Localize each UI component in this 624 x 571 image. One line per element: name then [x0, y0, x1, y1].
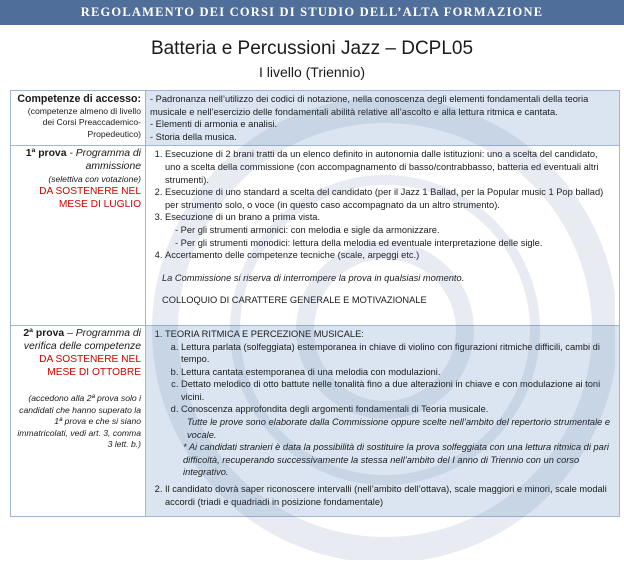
prova2-deadline: DA SOSTENERE NEL MESE DI OTTOBRE: [39, 354, 141, 379]
prova2-foreign-note: * Ai candidati stranieri è data la possibilità di sostituire la prova solfeggiata con una lettura ritmica di pari difficoltà, recuperando successivamente la stessa nell’ambito del I anno di Triennio con un corso integrativo.: [183, 442, 609, 478]
prova2-list: [150, 328, 615, 508]
list-item: 4. Accertamento delle competenze tecniche (scale, arpeggi etc.): [165, 249, 615, 262]
list-item: [165, 328, 615, 479]
access-label-cell: [11, 91, 146, 146]
prova1-note: La Commissione si riserva di interrompere la prova in qualsiasi momento.: [162, 272, 465, 283]
document-banner: REGOLAMENTO DEI CORSI DI STUDIO DELL’ALTA FORMAZIONE: [0, 0, 624, 25]
prova1-row: [11, 146, 620, 326]
sub-item: b. Lettura cantata estemporanea di una melodia con modulazioni.: [181, 366, 615, 379]
requirements-table: [10, 90, 620, 517]
prova2-sublist: [165, 341, 615, 417]
list-item-text: Esecuzione di un brano a prima vista.: [165, 212, 321, 223]
prova1-number: 1ª prova: [25, 148, 67, 160]
access-content-cell: [146, 91, 620, 146]
prova2-number: 2ª prova: [23, 327, 65, 339]
prova2-name: – Programma di verifica delle competenze: [23, 327, 141, 352]
access-item: - Storia della musica.: [150, 131, 237, 142]
prova2-content-cell: [146, 325, 620, 516]
sub-item: a. Lettura parlata (solfeggiata) estemporanea in chiave di violino con figurazioni ritmiche difficili, cambi di tempo.: [181, 341, 615, 366]
list-item: 2. Esecuzione di uno standard a scelta del candidato (per il Jazz 1 Ballad, per la Popular music 1 Pop ballad) per strumento solo, o voce (in questo caso accompagnato da un altro strumento).: [165, 186, 615, 211]
prova2-label-cell: [11, 325, 146, 516]
prova1-sublabel: (selettiva con votazione): [48, 173, 141, 184]
access-row: [11, 91, 620, 146]
sub-item: - Per gli strumenti armonici: con melodia e sigle da armonizzare.: [175, 224, 440, 235]
prova1-list: [150, 148, 615, 261]
prova1-name: - Programma di ammissione: [66, 148, 141, 172]
prova2-row: [11, 325, 620, 516]
prova1-content-cell: [146, 146, 620, 326]
prova1-label: [15, 148, 141, 173]
sub-item: d. Conoscenza approfondita degli argomenti fondamentali di Teoria musicale.: [181, 403, 615, 416]
prova1-colloquio: COLLOQUIO DI CARATTERE GENERALE E MOTIVAZIONALE: [162, 295, 427, 306]
list-item: 1. Esecuzione di 2 brani tratti da un elenco definito in autonomia dalle istituzioni: uno a scelta del candidato, uno a scelta della commissione (con accompagnamento di basso/contrabbasso, batteria ed eventuali altri strumenti).: [165, 148, 615, 186]
access-label: Competenze di accesso:: [17, 93, 141, 105]
access-item: - Padronanza nell’utilizzo dei codici di notazione, nella conoscenza degli elementi fondamentali della teoria musicale e nell’esercizio delle fondamentali abilità relative all’ascolto e alla lettura ritmica e cantata.: [150, 94, 589, 117]
prova2-sublabel: (accedono alla 2ª prova solo i candidati che hanno superato la 1ª prova e che si siano immatricolati, vedi art. 3, comma 3 lett. b.): [17, 393, 141, 450]
page-title: Batteria e Percussioni Jazz – DCPL05: [150, 38, 474, 59]
sub-item: c. Dettato melodico di otto battute nelle tonalità fino a due alterazioni in chiave e con modulazione ai toni vicini.: [181, 378, 615, 403]
prova1-deadline: DA SOSTENERE NEL MESE DI LUGLIO: [39, 186, 141, 211]
page-subtitle: I livello (Triennio): [258, 64, 366, 80]
list-item-text: TEORIA RITMICA E PERCEZIONE MUSICALE:: [165, 328, 364, 339]
prova1-label-cell: [11, 146, 146, 326]
prova2-note: Tutte le prove sono elaborate dalla Commissione oppure scelte nell’ambito del repertorio strumentale e vocale.: [187, 417, 611, 440]
prova2-label: [15, 328, 141, 353]
access-item: - Elementi di armonia e analisi.: [150, 119, 278, 130]
access-sublabel: (competenze almeno di livello dei Corsi Preaccademico-Propedeutico): [27, 105, 141, 139]
list-item: [165, 211, 615, 249]
list-item: 2. Il candidato dovrà saper riconoscere intervalli (nell’ambito dell’ottava), scale maggiori e minori, scale modali accordi (triadi e quadriadi in posizione fondamentale): [165, 483, 615, 508]
sub-item: - Per gli strumenti monodici: lettura della melodia ed eventuale interpretazione delle sigle.: [175, 237, 543, 248]
